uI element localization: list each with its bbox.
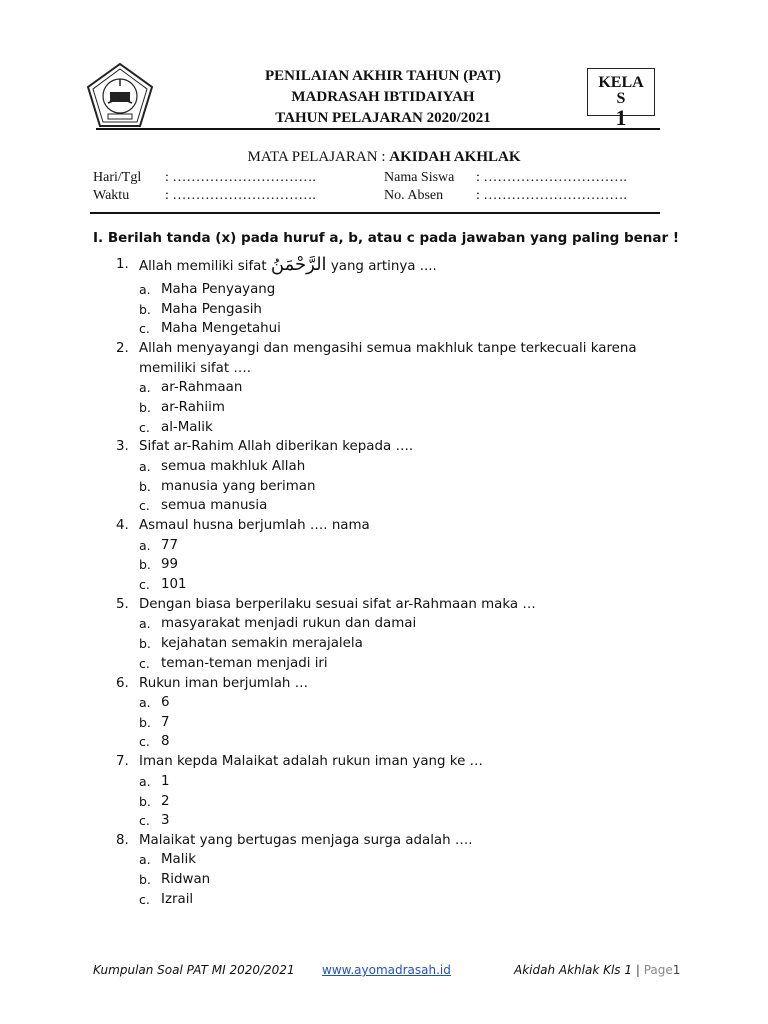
footer-separator: |: [632, 963, 644, 977]
option-letter: a.: [139, 282, 151, 297]
option-letter: a.: [139, 538, 151, 553]
question-text-line-2: memiliki sifat ….: [139, 361, 251, 376]
question-text: Iman kepda Malaikat adalah rukun iman yang ke …: [139, 754, 483, 769]
footer-right: [514, 963, 680, 977]
option-text: kejahatan semakin merajalela: [161, 636, 363, 651]
option-letter: c.: [139, 420, 150, 435]
question-number: 8.: [116, 833, 129, 848]
option-letter: b.: [139, 715, 151, 730]
question-number: 3.: [116, 439, 129, 454]
option-letter: b.: [139, 636, 151, 651]
question-text-post: yang artinya ....: [326, 259, 437, 274]
kelas-label-line-1: KELA: [598, 74, 644, 91]
nama-label: Nama Siswa: [384, 170, 455, 185]
option-text: 7: [161, 715, 170, 730]
option-letter: a.: [139, 852, 151, 867]
header-line-3: TAHUN PELAJARAN 2020/2021: [275, 110, 491, 126]
subject-label: MATA PELAJARAN :: [247, 149, 386, 165]
option-letter: b.: [139, 872, 151, 887]
hari-value: : ………………………….: [165, 170, 316, 185]
option-letter: a.: [139, 616, 151, 631]
option-text: masyarakat menjadi rukun dan damai: [161, 616, 417, 631]
arabic-term: الرَّحْمَنُ: [270, 254, 327, 275]
exam-header: [200, 66, 566, 129]
option-letter: c.: [139, 577, 150, 592]
option-letter: c.: [139, 321, 150, 336]
option-text: Maha Penyayang: [161, 282, 276, 297]
question-text: Malaikat yang bertugas menjaga surga adalah ….: [139, 833, 473, 848]
question-text: Sifat ar-Rahim Allah diberikan kepada ….: [139, 439, 414, 454]
option-text: teman-teman menjadi iri: [161, 656, 328, 671]
nama-value: : ………………………….: [476, 170, 627, 185]
kelas-box: [587, 68, 655, 130]
header-divider: [96, 128, 660, 130]
option-text: 8: [161, 734, 170, 749]
option-letter: b.: [139, 479, 151, 494]
option-text: 101: [161, 577, 187, 592]
question-number: 4.: [116, 518, 129, 533]
footer-page-number: 1: [672, 963, 681, 977]
question-number: 1.: [116, 257, 129, 272]
kemenag-logo: [86, 62, 154, 130]
option-letter: a.: [139, 774, 151, 789]
kelas-label-line-2: S: [616, 90, 626, 107]
option-text: Maha Mengetahui: [161, 321, 281, 336]
option-text: semua manusia: [161, 498, 268, 513]
waktu-label: Waktu: [93, 188, 130, 203]
footer-link[interactable]: [322, 963, 451, 977]
option-letter: c.: [139, 892, 150, 907]
option-text: Maha Pengasih: [161, 302, 262, 317]
option-text: Ridwan: [161, 872, 211, 887]
kelas-number: 1: [615, 105, 627, 130]
subject-value: AKIDAH AKHLAK: [389, 149, 521, 165]
option-letter: a.: [139, 695, 151, 710]
question-number: 2.: [116, 341, 129, 356]
subject-line: [96, 149, 672, 166]
option-text: 6: [161, 695, 170, 710]
instruction: I. Berilah tanda (x) pada huruf a, b, atau c pada jawaban yang paling benar !: [93, 230, 680, 246]
option-letter: b.: [139, 794, 151, 809]
question-text: [139, 255, 639, 277]
option-letter: c.: [139, 656, 150, 671]
option-text: 1: [161, 774, 170, 789]
option-text: 2: [161, 794, 170, 809]
absen-label: No. Absen: [384, 188, 444, 203]
option-text: ar-Rahiim: [161, 400, 225, 415]
option-text: al-Malik: [161, 420, 213, 435]
question-text: Dengan biasa berperilaku sesuai sifat ar-Rahmaan maka …: [139, 597, 536, 612]
option-text: 3: [161, 813, 170, 828]
question-number: 7.: [116, 754, 129, 769]
option-text: 99: [161, 557, 179, 572]
hari-label: Hari/Tgl: [93, 170, 142, 185]
footer-page-label: Page: [643, 963, 673, 977]
header-line-1: PENILAIAN AKHIR TAHUN (PAT): [265, 68, 501, 84]
question-text: Asmaul husna berjumlah …. nama: [139, 518, 370, 533]
footer-link-text[interactable]: www.ayomadrasah.id: [322, 963, 451, 977]
question-number: 5.: [116, 597, 129, 612]
option-text: Malik: [161, 852, 196, 867]
option-letter: a.: [139, 380, 151, 395]
option-text: Izrail: [161, 892, 194, 907]
option-text: ar-Rahmaan: [161, 380, 243, 395]
option-text: manusia yang beriman: [161, 479, 316, 494]
footer-subject: Akidah Akhlak Kls 1: [514, 963, 633, 977]
option-letter: c.: [139, 734, 150, 749]
question-text: Rukun iman berjumlah …: [139, 676, 309, 691]
fields-divider: [90, 212, 660, 214]
question-text-line-1: Allah menyayangi dan mengasihi semua makhluk tanpe terkecuali karena: [139, 341, 637, 356]
option-letter: c.: [139, 498, 150, 513]
question-number: 6.: [116, 676, 129, 691]
option-letter: b.: [139, 400, 151, 415]
option-letter: b.: [139, 302, 151, 317]
absen-value: : ………………………….: [476, 188, 627, 203]
waktu-value: : ………………………….: [165, 188, 316, 203]
question-text-pre: Allah memiliki sifat: [139, 259, 271, 274]
header-line-2: MADRASAH IBTIDAIYAH: [291, 89, 475, 105]
option-letter: b.: [139, 557, 151, 572]
option-text: 77: [161, 538, 179, 553]
footer-left: Kumpulan Soal PAT MI 2020/2021: [93, 963, 295, 977]
option-letter: c.: [139, 813, 150, 828]
option-text: semua makhluk Allah: [161, 459, 306, 474]
option-letter: a.: [139, 459, 151, 474]
